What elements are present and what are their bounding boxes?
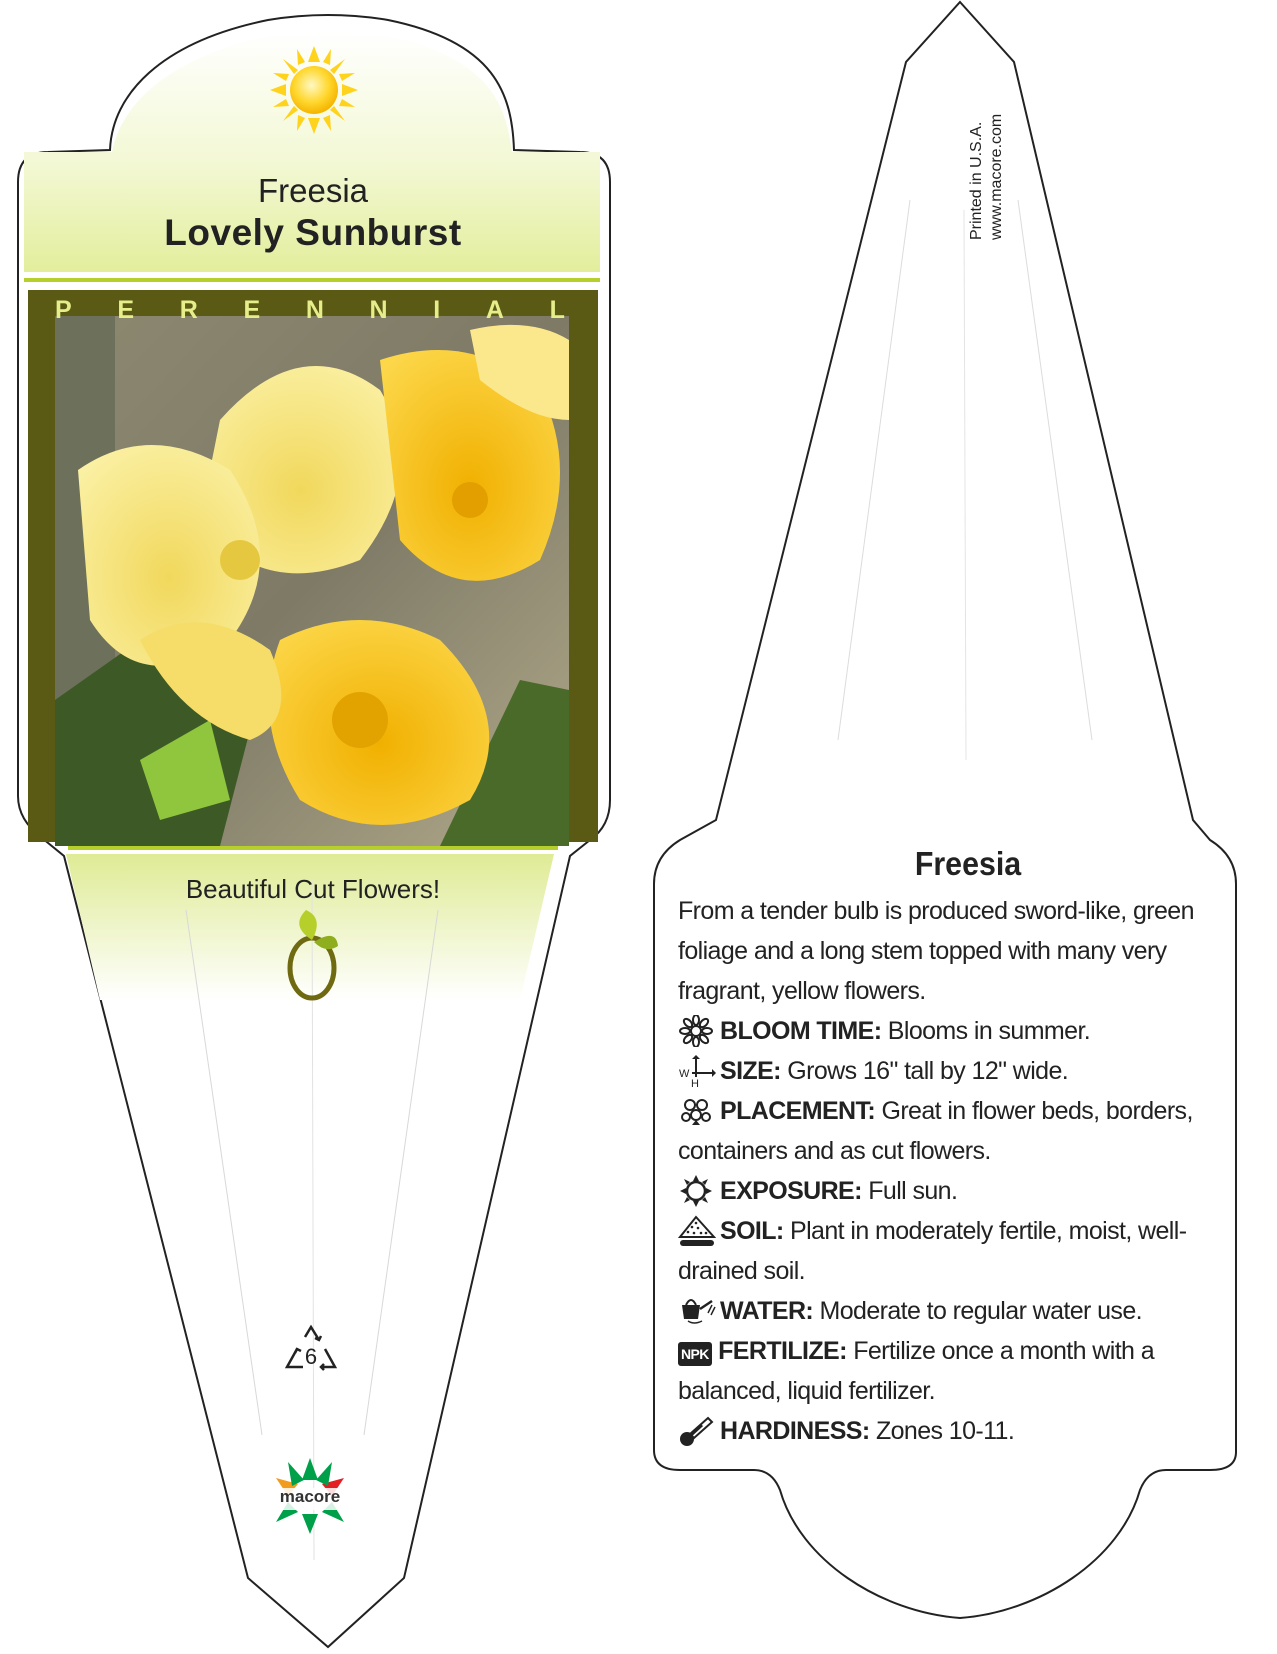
category-letter: R <box>179 296 198 324</box>
care-text: Great in flower beds, borders, containers and as cut flowers. <box>678 1097 1193 1165</box>
care-list <box>678 1011 1258 1451</box>
tagline: Beautiful Cut Flowers! <box>185 874 441 904</box>
care-item-size <box>678 1051 1258 1091</box>
recycle-code: 6 <box>304 1344 318 1369</box>
care-label: WATER: <box>720 1297 814 1325</box>
care-text: Blooms in summer. <box>887 1017 1091 1045</box>
care-item-soil <box>678 1211 1258 1291</box>
care-text: Plant in moderately fertile, moist, well-drained soil. <box>678 1217 1187 1285</box>
category-letter: N <box>369 296 388 324</box>
care-text: Zones 10-11. <box>875 1417 1015 1445</box>
category-label <box>55 296 565 325</box>
sun-icon <box>270 46 358 134</box>
category-letter: E <box>117 296 135 324</box>
care-label: PLACEMENT: <box>720 1097 876 1125</box>
printed-website: www.macore.com <box>988 113 1005 240</box>
size-icon-height-letter: H <box>691 1078 699 1087</box>
flower-icon <box>678 1015 716 1045</box>
back-title: Freesia <box>914 845 1022 882</box>
care-item-fertilize <box>678 1331 1258 1411</box>
care-text: Grows 16" tall by 12" wide. <box>787 1057 1069 1085</box>
category-letter: N <box>305 296 324 324</box>
care-label: HARDINESS: <box>720 1417 870 1445</box>
category-letter: I <box>433 296 441 324</box>
plant-description: From a tender bulb is produced sword-like, green foliage and a long stem topped with many very fragrant, yellow flowers. <box>678 897 1194 1005</box>
plant-genus: Freesia <box>257 172 369 209</box>
size-icon-width-letter: W <box>679 1068 689 1080</box>
thermometer-icon <box>678 1415 716 1445</box>
printed-country: Printed in U.S.A. <box>968 121 985 240</box>
sun-outline-icon <box>678 1175 716 1205</box>
care-label: FERTILIZE: <box>718 1337 847 1365</box>
category-letter: P <box>55 296 72 324</box>
care-item-placement <box>678 1091 1258 1171</box>
category-letter: L <box>549 296 565 324</box>
care-info <box>678 845 1258 1451</box>
care-label: SOIL: <box>720 1217 784 1245</box>
printed-info <box>968 50 1005 240</box>
plant-variety: Lovely Sunburst <box>164 212 462 253</box>
care-label: BLOOM TIME: <box>720 1017 882 1045</box>
npk-icon: NPK <box>678 1342 712 1366</box>
size-icon <box>678 1055 716 1085</box>
care-text: Moderate to regular water use. <box>819 1297 1142 1325</box>
brand-name: macore <box>279 1487 341 1506</box>
category-letter: E <box>243 296 261 324</box>
care-text: Fertilize once a month with a balanced, liquid fertilizer. <box>678 1337 1155 1405</box>
care-item-bloom-time <box>678 1011 1258 1051</box>
care-label: EXPOSURE: <box>720 1177 862 1205</box>
watering-can-icon <box>678 1295 716 1325</box>
flower-photo <box>55 316 569 846</box>
care-text: Full sun. <box>868 1177 958 1205</box>
care-item-hardiness <box>678 1411 1258 1451</box>
care-label: SIZE: <box>720 1057 781 1085</box>
placement-icon <box>678 1095 716 1125</box>
category-letter: A <box>485 296 504 324</box>
soil-icon <box>678 1215 716 1245</box>
care-item-water <box>678 1291 1258 1331</box>
care-item-exposure <box>678 1171 1258 1211</box>
